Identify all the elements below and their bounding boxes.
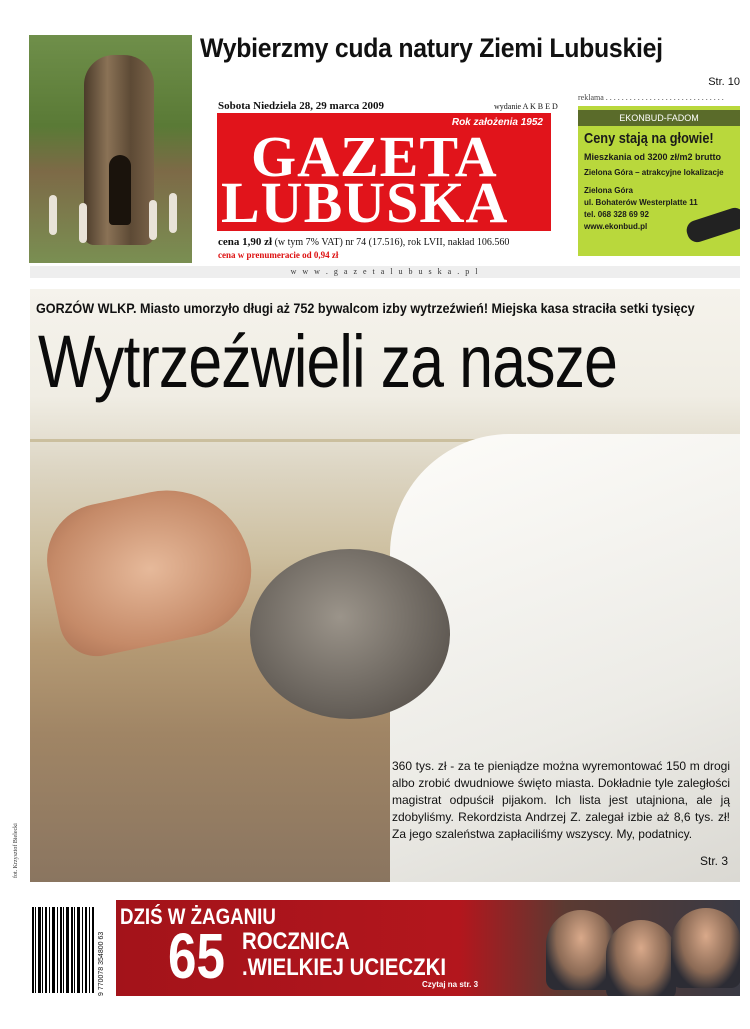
promo-line3: .WIELKIEJ UCIECZKI: [242, 954, 447, 981]
promo-line2: ROCZNICA: [242, 928, 350, 955]
promo-number: 65: [168, 920, 225, 992]
person-figure: [79, 203, 87, 243]
ad-line: Zielona Góra: [584, 186, 633, 195]
price-details: (w tym 7% VAT) nr 74 (17.516), rok LVII, nakład 106.560: [274, 237, 510, 248]
promo-line1: DZIŚ W ŻAGANIU: [120, 904, 276, 929]
person-figure: [149, 200, 157, 240]
edition-label: wydanie A K B E D: [494, 102, 558, 111]
price-line: [218, 236, 509, 248]
photo-credit: fot. Krzysztof Bielecki: [13, 823, 19, 878]
ad-slogan: Ceny stają na głowie!: [584, 130, 714, 147]
ad-line: tel. 068 328 69 92: [584, 210, 649, 219]
barcode-number: 9 770078 354800 63: [98, 931, 105, 996]
lead-body: 360 tys. zł - za te pieniądze można wyremontować 150 m drogi albo zrobić dwudniowe święto miasta. Dokładnie tyle zaległości magistrat odpuścił pijakom. Ich lista jest utajniona, ale ją zdobyliśmy. Rekordzista Andrzej Z. zalegał izbie aż 8,6 tys. zł! Za jego szaleństwa zapłaciliśmy wszyscy. My, podatnicy.: [392, 759, 730, 841]
ad-label: reklama . . . . . . . . . . . . . . . . . . . . . . . . . . . . . .: [578, 93, 724, 102]
clasped-hands: [37, 475, 264, 663]
ad-line: ul. Bohaterów Westerplatte 11: [584, 198, 698, 207]
website-url[interactable]: w w w . g a z e t a l u b u s k a . p l: [30, 266, 740, 278]
lead-headline[interactable]: Wytrzeźwieli za nasze: [38, 320, 618, 403]
barcode-icon: [30, 905, 96, 995]
person-figure: [169, 193, 177, 233]
masthead-logo[interactable]: [217, 113, 551, 235]
man-head: [250, 549, 450, 719]
lead-page-ref[interactable]: Str. 3: [700, 854, 729, 868]
lead-kicker: GORZÓW WLKP. Miasto umorzyło długi aż 752 bywalcom izby wytrzeźwień! Miejska kasa straciła setki tysięcy: [36, 300, 695, 316]
top-page-ref: Str. 10: [708, 76, 740, 88]
price-main: cena 1,90 zł: [218, 236, 273, 248]
soldier-figure: [606, 920, 676, 996]
issue-date: Sobota Niedziela 28, 29 marca 2009: [218, 100, 385, 112]
ad-line: Zielona Góra – atrakcyjne lokalizacje: [584, 168, 724, 177]
subscription-price: cena w prenumeracie od 0,94 zł: [218, 250, 339, 260]
top-photo: [29, 35, 192, 263]
tree-hollow: [109, 155, 131, 225]
founded-label: Rok założenia 1952: [451, 117, 543, 128]
ad-line[interactable]: www.ekonbud.pl: [584, 222, 648, 231]
logo-line-gazeta: GAZETA: [251, 124, 498, 189]
ekonbud-ad[interactable]: [578, 106, 740, 256]
person-figure: [49, 195, 57, 235]
promo-page-ref: Czytaj na str. 3: [422, 980, 479, 989]
logo-line-lubuska: LUBUSKA: [221, 170, 509, 235]
ad-model-figure: [684, 205, 740, 244]
ad-brand: EKONBUD-FADOM: [578, 110, 740, 126]
soldier-figure: [671, 908, 740, 988]
ad-line: Mieszkania od 3200 zł/m2 brutto: [584, 152, 722, 162]
promo-banner[interactable]: [116, 900, 740, 996]
top-headline[interactable]: Wybierzmy cuda natury Ziemi Lubuskiej: [200, 33, 663, 63]
